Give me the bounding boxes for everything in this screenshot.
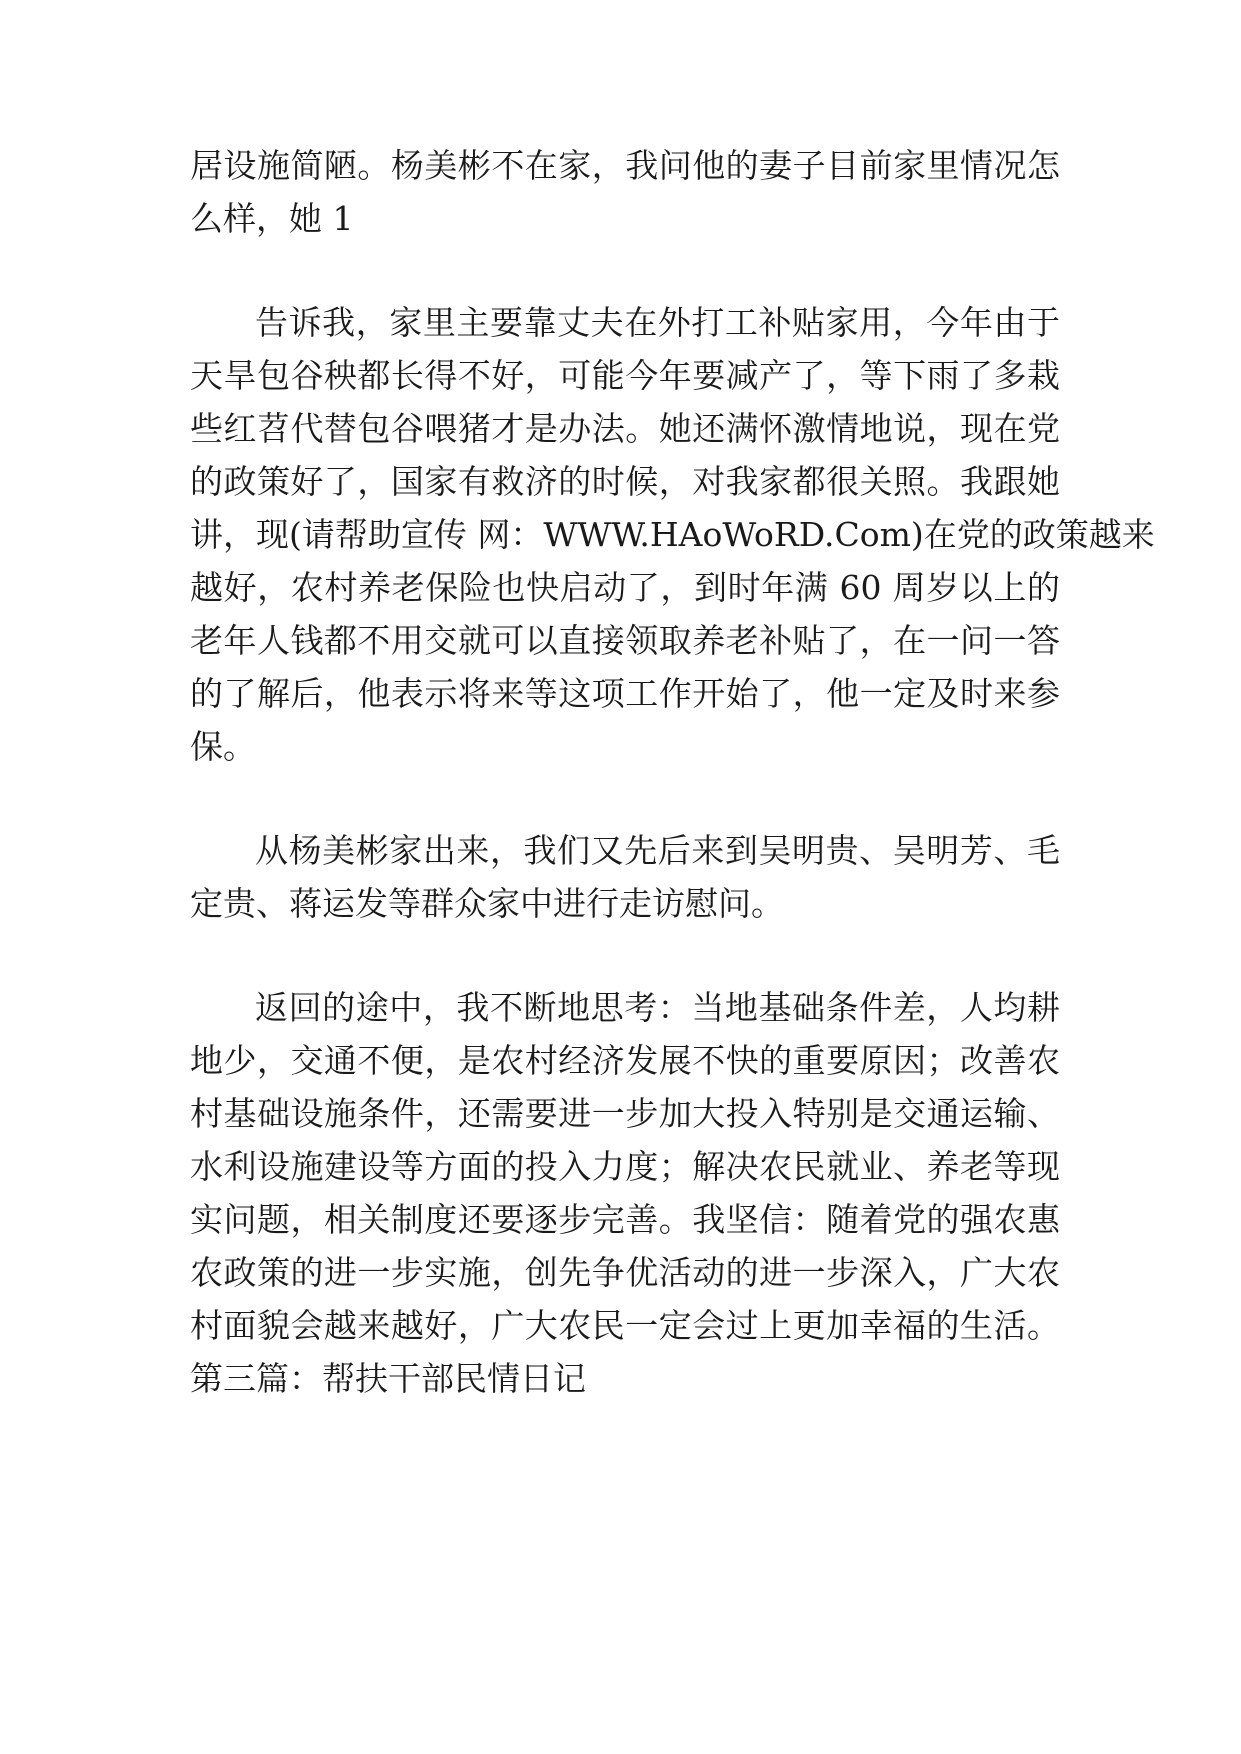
text-line: 实问题，相关制度还要逐步完善。我坚信：随着党的强农惠 <box>190 1200 1060 1239</box>
text-line: 讲，现(请帮助宣传 网：WWW.HAoWoRD.Com)在党的政策越来 <box>190 515 1155 554</box>
text-line: 的政策好了，国家有救济的时候，对我家都很关照。我跟她 <box>190 462 1060 501</box>
text-line: 么样，她 1 <box>190 199 354 238</box>
text-line: 些红苕代替包谷喂猪才是办法。她还满怀激情地说，现在党 <box>190 409 1060 448</box>
text-line: 保。 <box>190 727 256 766</box>
text-line: 越好，农村养老保险也快启动了，到时年满 60 周岁以上的 <box>190 568 1060 607</box>
text-line: 居设施简陋。杨美彬不在家，我问他的妻子目前家里情况怎 <box>190 146 1060 185</box>
paragraph-first-line: 从杨美彬家出来，我们又先后来到吴明贵、吴明芳、毛 <box>255 831 1060 870</box>
paragraph-first-line: 告诉我，家里主要靠丈夫在外打工补贴家用，今年由于 <box>255 303 1060 342</box>
text-line: 村面貌会越来越好，广大农民一定会过上更加幸福的生活。 <box>190 1306 1060 1345</box>
text-line: 天旱包谷秧都长得不好，可能今年要减产了，等下雨了多栽 <box>190 356 1060 395</box>
paragraph-first-line: 返回的途中，我不断地思考：当地基础条件差，人均耕 <box>255 988 1060 1027</box>
section-heading: 第三篇：帮扶干部民情日记 <box>190 1359 586 1398</box>
text-line: 水利设施建设等方面的投入力度；解决农民就业、养老等现 <box>190 1147 1060 1186</box>
text-line: 的了解后，他表示将来等这项工作开始了，他一定及时来参 <box>190 674 1060 713</box>
text-line: 村基础设施条件，还需要进一步加大投入特别是交通运输、 <box>190 1094 1060 1133</box>
text-line: 老年人钱都不用交就可以直接领取养老补贴了，在一问一答 <box>190 621 1060 660</box>
text-line: 农政策的进一步实施，创先争优活动的进一步深入，广大农 <box>190 1253 1060 1292</box>
text-line: 地少，交通不便，是农村经济发展不快的重要原因；改善农 <box>190 1041 1060 1080</box>
text-line: 定贵、蒋运发等群众家中进行走访慰问。 <box>190 884 784 923</box>
